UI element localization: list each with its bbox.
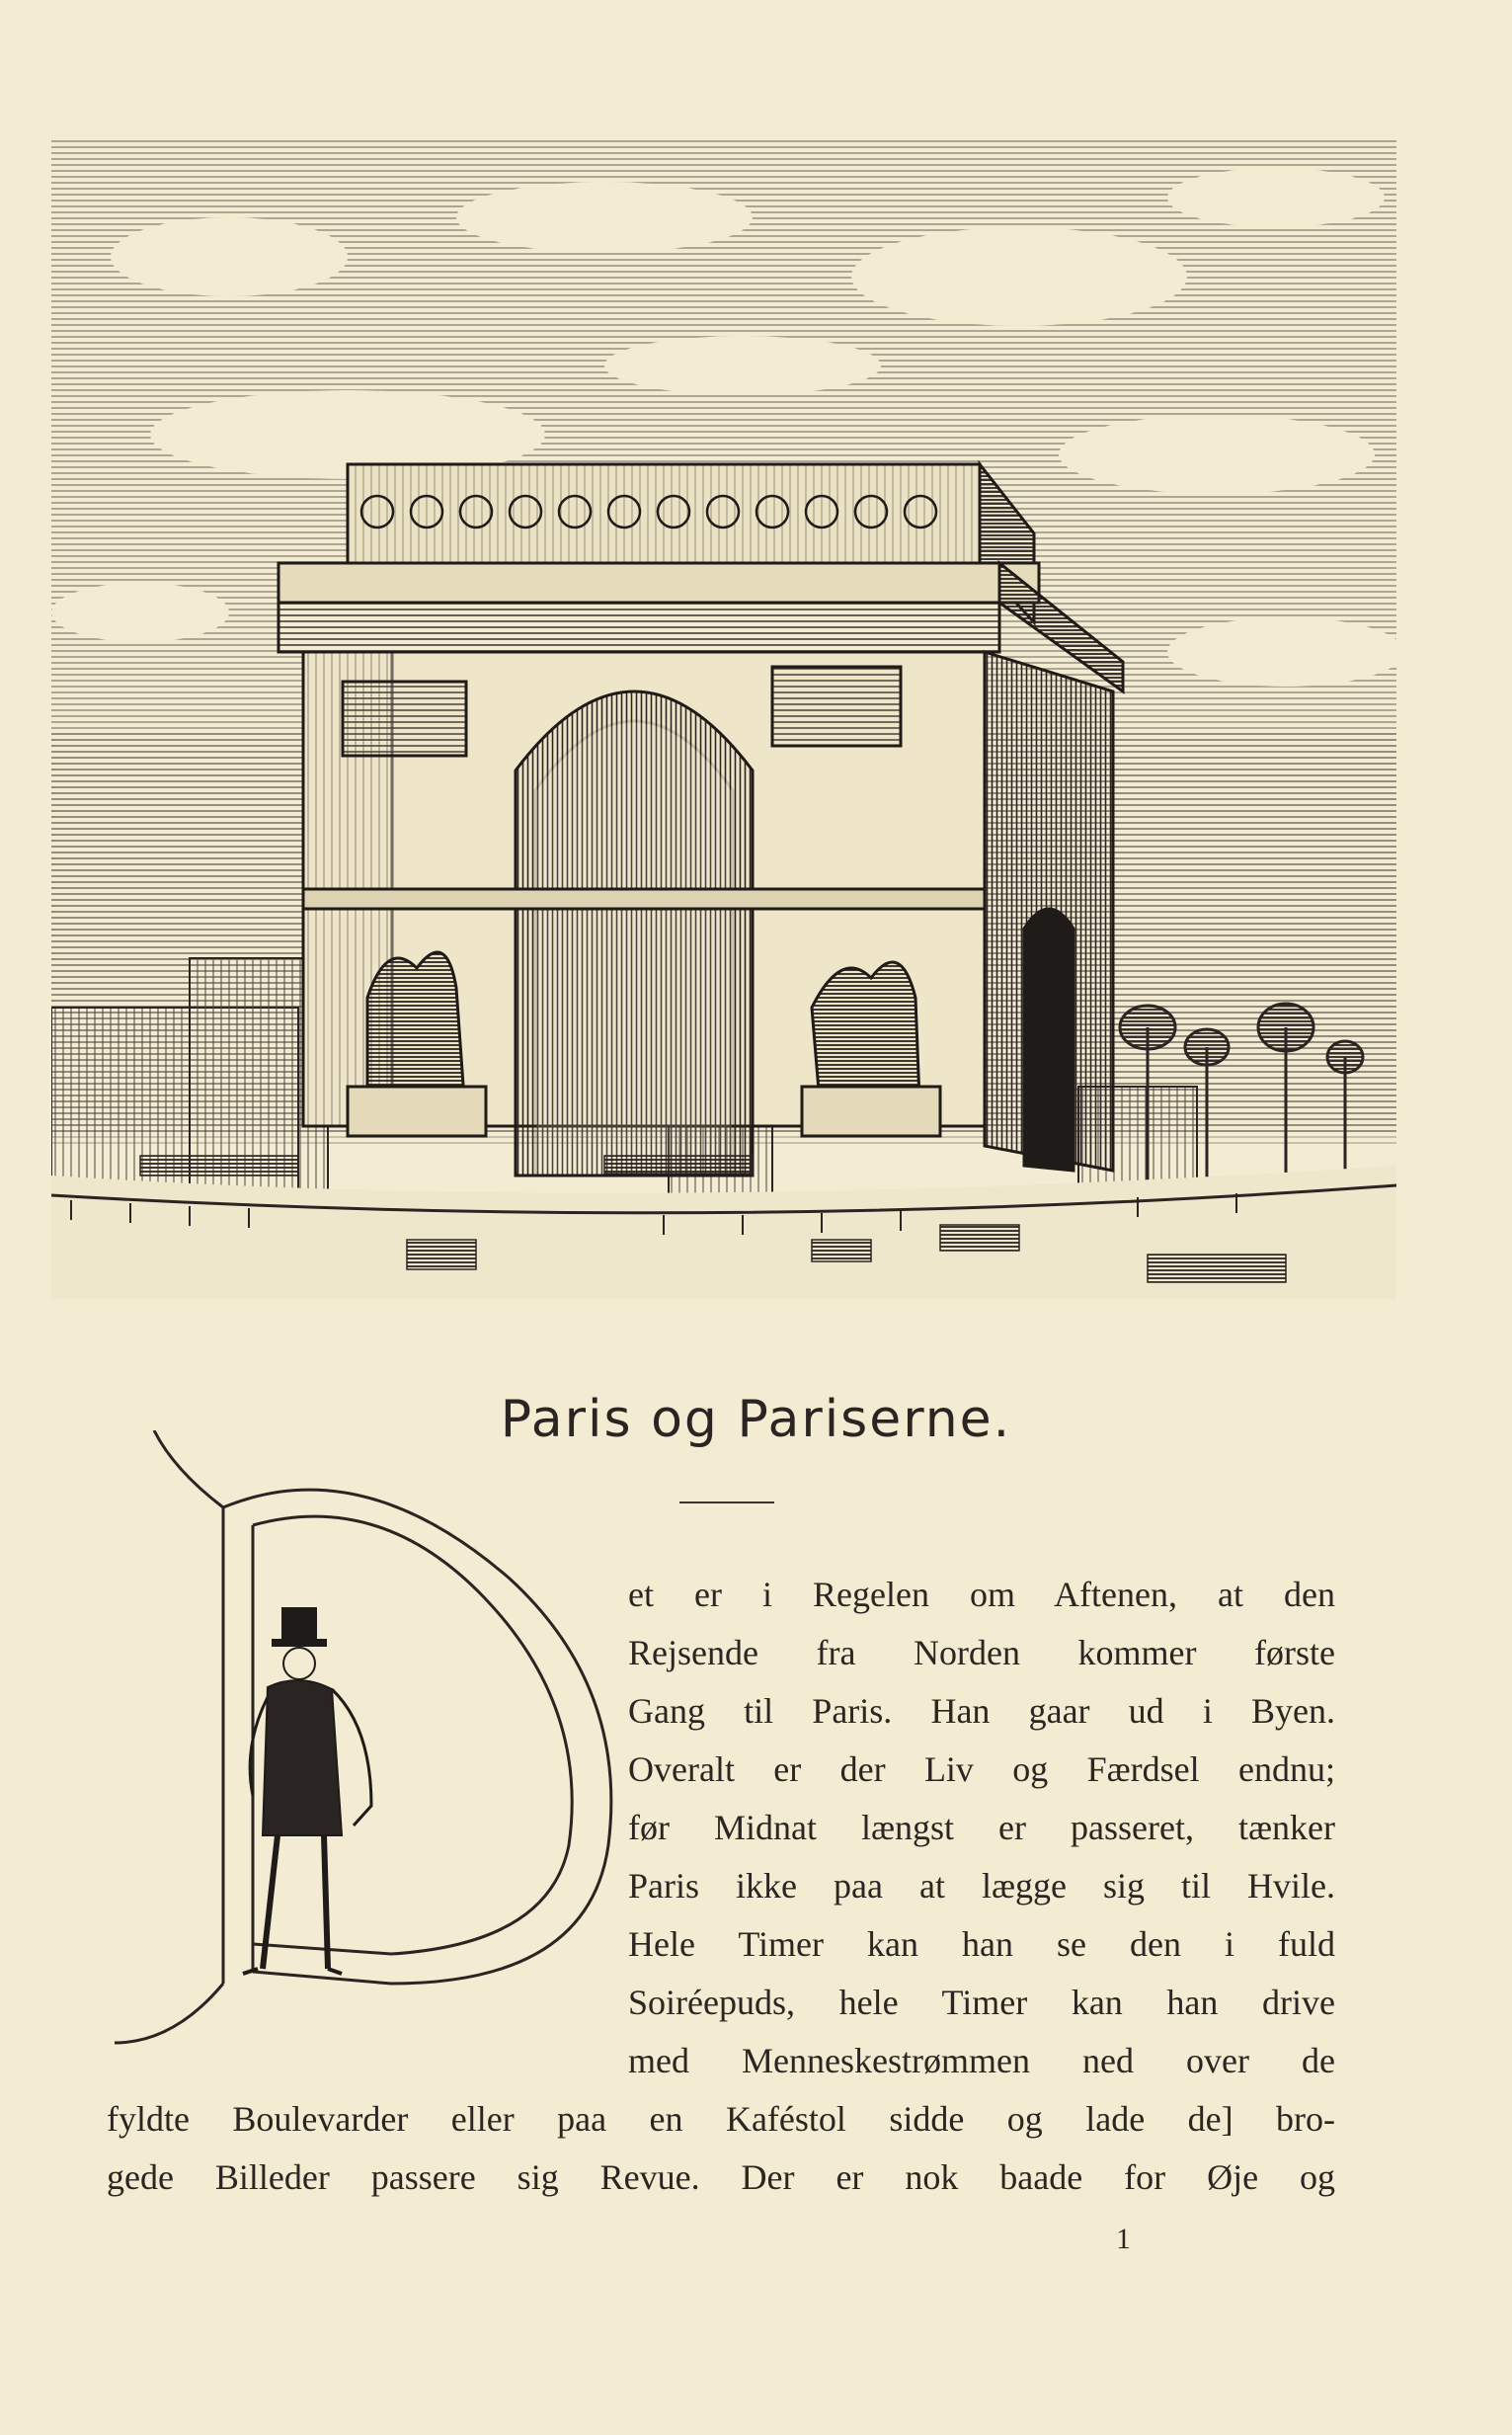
arc-de-triomphe-illustration bbox=[51, 138, 1396, 1299]
text-line: fyldte Boulevarder eller paa en Kaféstol sidde og lade de] bro- bbox=[107, 2099, 1335, 2139]
text-line: Hele Timer kan han se den i fuld bbox=[628, 1924, 1335, 1964]
engraving-icon bbox=[51, 138, 1396, 1299]
chapter-title: Paris og Pariserne. bbox=[500, 1389, 1012, 1449]
title-rule bbox=[679, 1502, 774, 1503]
text-line: gede Billeder passere sig Revue. Der er nok baade for Øje og bbox=[107, 2157, 1335, 2197]
text-line: Gang til Paris. Han gaar ud i Byen. bbox=[628, 1691, 1335, 1731]
dropcap-d-icon bbox=[95, 1430, 628, 2072]
text-line: med Menneskestrømmen ned over de bbox=[628, 2041, 1335, 2080]
page-number: 1 bbox=[1116, 2223, 1131, 2255]
text-line: før Midnat længst er passeret, tænker bbox=[628, 1808, 1335, 1847]
text-line: Overalt er der Liv og Færdsel endnu; bbox=[628, 1749, 1335, 1789]
text-line: et er i Regelen om Aftenen, at den bbox=[628, 1575, 1335, 1614]
text-line: Rejsende fra Norden kommer første bbox=[628, 1633, 1335, 1672]
text-line: Paris ikke paa at lægge sig til Hvile. bbox=[628, 1866, 1335, 1906]
text-line: Soiréepuds, hele Timer kan han drive bbox=[628, 1983, 1335, 2022]
drop-cap bbox=[95, 1430, 628, 2072]
